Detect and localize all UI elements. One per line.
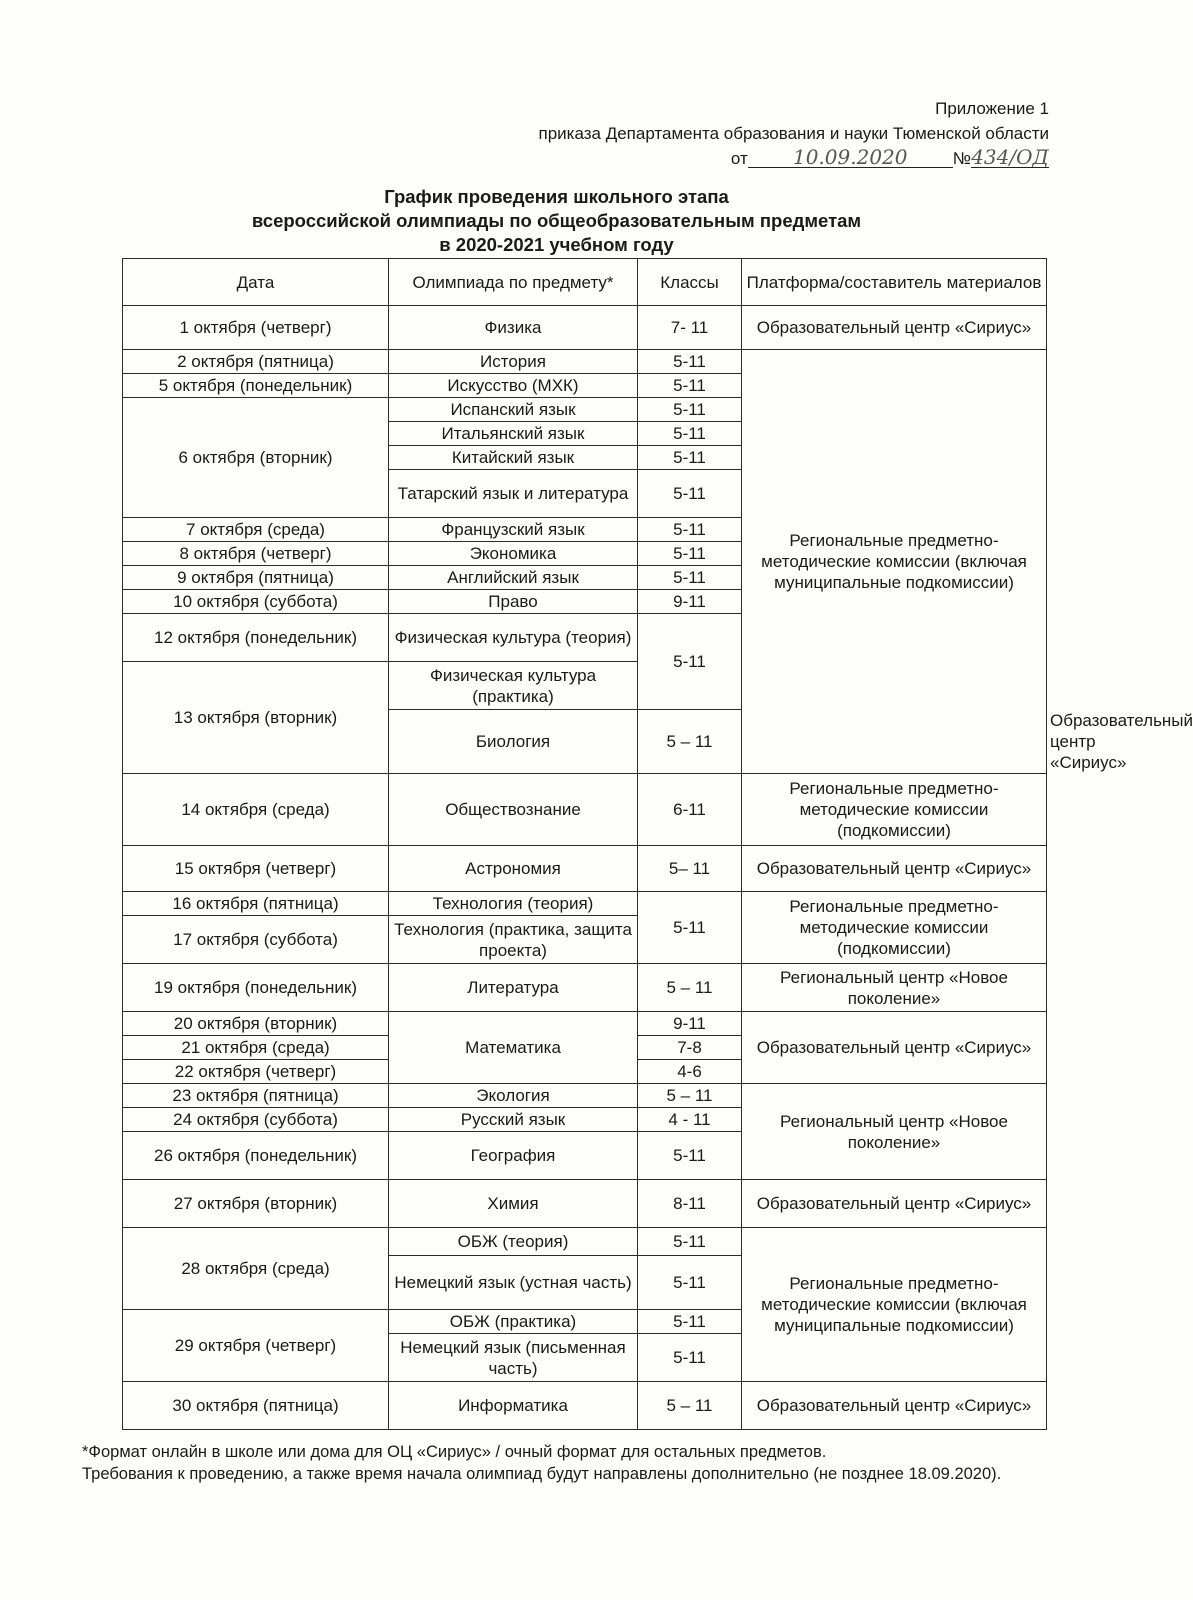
subject-cell: Математика xyxy=(389,1012,638,1084)
subject-cell: Биология xyxy=(389,710,638,774)
platform-cell: Региональные предметно-методические комиссии (включая муниципальные подкомиссии) xyxy=(742,350,1047,774)
subject-cell: Экономика xyxy=(389,542,638,566)
subject-cell: Немецкий язык (устная часть) xyxy=(389,1256,638,1310)
subject-cell: Обществознание xyxy=(389,774,638,846)
date-cell: 16 октября (пятница) xyxy=(123,892,389,916)
subject-cell: Физика xyxy=(389,306,638,350)
title-line-1: График проведения школьного этапа xyxy=(384,186,729,207)
grades-cell: 5-11 xyxy=(638,422,742,446)
grades-cell: 5-11 xyxy=(638,1228,742,1256)
date-cell: 22 октября (четверг) xyxy=(123,1060,389,1084)
subject-cell: Право xyxy=(389,590,638,614)
table-row xyxy=(123,350,1047,374)
subject-cell: Экология xyxy=(389,1084,638,1108)
table-row xyxy=(123,306,1047,350)
grades-cell: 5-11 xyxy=(638,614,742,710)
grades-cell: 5 – 11 xyxy=(638,964,742,1012)
header-platform: Платформа/составитель материалов xyxy=(742,259,1047,306)
platform-cell: Образовательный центр «Сириус» xyxy=(742,1382,1047,1430)
date-cell: 8 октября (четверг) xyxy=(123,542,389,566)
subject-cell: Французский язык xyxy=(389,518,638,542)
date-cell: 30 октября (пятница) xyxy=(123,1382,389,1430)
grades-cell: 5 – 11 xyxy=(638,710,742,774)
table-row xyxy=(123,892,1047,916)
table-row xyxy=(123,1180,1047,1228)
grades-cell: 5-11 xyxy=(638,566,742,590)
date-cell: 14 октября (среда) xyxy=(123,774,389,846)
platform-cell: Образовательный центр «Сириус» xyxy=(742,1180,1047,1228)
date-cell: 15 октября (четверг) xyxy=(123,846,389,892)
date-cell: 7 октября (среда) xyxy=(123,518,389,542)
order-number: 434/ОД xyxy=(971,145,1049,169)
subject-cell: Информатика xyxy=(389,1382,638,1430)
subject-cell: Астрономия xyxy=(389,846,638,892)
table-row xyxy=(123,774,1047,846)
subject-cell: Испанский язык xyxy=(389,398,638,422)
subject-cell: География xyxy=(389,1132,638,1180)
grades-cell: 5-11 xyxy=(638,446,742,470)
date-cell: 26 октября (понедельник) xyxy=(123,1132,389,1180)
subject-cell: Татарский язык и литература xyxy=(389,470,638,518)
header-date: Дата xyxy=(123,259,389,306)
date-cell: 20 октября (вторник) xyxy=(123,1012,389,1036)
subject-cell: Немецкий язык (письменная часть) xyxy=(389,1334,638,1382)
order-date-number xyxy=(539,146,1049,171)
footnote xyxy=(82,1441,1082,1485)
grades-cell: 5-11 xyxy=(638,542,742,566)
subject-cell: Технология (практика, защита проекта) xyxy=(389,916,638,964)
number-prefix: № xyxy=(952,149,971,168)
order-line: приказа Департамента образования и науки Тюменской области xyxy=(538,124,1049,143)
platform-cell: Региональные предметно-методические комиссии (подкомиссии) xyxy=(742,892,1047,964)
grades-cell: 7-8 xyxy=(638,1036,742,1060)
date-cell: 5 октября (понедельник) xyxy=(123,374,389,398)
date-cell: 27 октября (вторник) xyxy=(123,1180,389,1228)
date-cell: 21 октября (среда) xyxy=(123,1036,389,1060)
grades-cell: 6-11 xyxy=(638,774,742,846)
date-cell: 1 октября (четверг) xyxy=(123,306,389,350)
date-cell: 9 октября (пятница) xyxy=(123,566,389,590)
grades-cell: 5-11 xyxy=(638,1132,742,1180)
grades-cell: 5-11 xyxy=(638,350,742,374)
subject-cell: Русский язык xyxy=(389,1108,638,1132)
date-cell: 23 октября (пятница) xyxy=(123,1084,389,1108)
table-header-row xyxy=(123,259,1047,306)
date-cell: 19 октября (понедельник) xyxy=(123,964,389,1012)
title-line-2: всероссийской олимпиады по общеобразовательным предметам xyxy=(251,210,862,231)
date-cell: 6 октября (вторник) xyxy=(123,398,389,518)
title-line-3: в 2020-2021 учебном году xyxy=(439,234,674,255)
grades-cell: 5-11 xyxy=(638,1334,742,1382)
platform-cell: Региональные предметно-методические комиссии (включая муниципальные подкомиссии) xyxy=(742,1228,1047,1382)
subject-cell: Итальянский язык xyxy=(389,422,638,446)
document-title xyxy=(0,185,1113,257)
table-row xyxy=(123,1382,1047,1430)
grades-cell: 5-11 xyxy=(638,1310,742,1334)
schedule-table xyxy=(122,258,1193,1430)
subject-cell: Технология (теория) xyxy=(389,892,638,916)
date-cell: 2 октября (пятница) xyxy=(123,350,389,374)
table-row xyxy=(123,1012,1047,1036)
platform-cell: Региональные предметно-методические комиссии (подкомиссии) xyxy=(742,774,1047,846)
date-cell: 29 октября (четверг) xyxy=(123,1310,389,1382)
table-row xyxy=(123,964,1047,1012)
grades-cell: 4-6 xyxy=(638,1060,742,1084)
appendix-label: Приложение 1 xyxy=(935,99,1049,118)
grades-cell: 4 - 11 xyxy=(638,1108,742,1132)
subject-cell: Китайский язык xyxy=(389,446,638,470)
platform-cell: Региональный центр «Новое поколение» xyxy=(742,1084,1047,1180)
order-date: 10.09.2020 xyxy=(748,147,953,168)
table-row xyxy=(123,846,1047,892)
subject-cell: История xyxy=(389,350,638,374)
subject-cell: Физическая культура (практика) xyxy=(389,662,638,710)
footnote-line-2: Требования к проведению, а также время начала олимпиад будут направлены дополнительно (не позднее 18.09.2020). xyxy=(82,1465,1002,1483)
date-cell: 17 октября (суббота) xyxy=(123,916,389,964)
date-cell: 12 октября (понедельник) xyxy=(123,614,389,662)
grades-cell: 5 – 11 xyxy=(638,1084,742,1108)
subject-cell: ОБЖ (теория) xyxy=(389,1228,638,1256)
grades-cell: 5-11 xyxy=(638,518,742,542)
footnote-line-1: *Формат онлайн в школе или дома для ОЦ «Сириус» / очный формат для остальных предметов. xyxy=(82,1443,827,1461)
subject-cell: ОБЖ (практика) xyxy=(389,1310,638,1334)
platform-cell: Образовательный центр «Сириус» xyxy=(742,846,1047,892)
grades-cell: 5-11 xyxy=(638,398,742,422)
header-grades: Классы xyxy=(638,259,742,306)
subject-cell: Химия xyxy=(389,1180,638,1228)
grades-cell: 5-11 xyxy=(638,892,742,964)
platform-cell: Региональный центр «Новое поколение» xyxy=(742,964,1047,1012)
grades-cell: 5 – 11 xyxy=(638,1382,742,1430)
date-cell: 10 октября (суббота) xyxy=(123,590,389,614)
grades-cell: 5-11 xyxy=(638,374,742,398)
grades-cell: 8-11 xyxy=(638,1180,742,1228)
grades-cell: 9-11 xyxy=(638,590,742,614)
subject-cell: Физическая культура (теория) xyxy=(389,614,638,662)
grades-cell: 5-11 xyxy=(638,470,742,518)
date-cell: 28 октября (среда) xyxy=(123,1228,389,1310)
subject-cell: Литература xyxy=(389,964,638,1012)
header-olympiad: Олимпиада по предмету* xyxy=(389,259,638,306)
grades-cell: 5– 11 xyxy=(638,846,742,892)
table-row xyxy=(123,1228,1047,1256)
table-row: Биология 5 – 11 Образовательный центр «Сириус» xyxy=(123,710,1047,774)
platform-cell: Образовательный центр «Сириус» xyxy=(742,1012,1047,1084)
grades-cell: 5-11 xyxy=(638,1256,742,1310)
date-cell: 24 октября (суббота) xyxy=(123,1108,389,1132)
table-row xyxy=(123,1084,1047,1108)
date-cell: 13 октября (вторник) xyxy=(123,662,389,774)
appendix-header xyxy=(539,96,1049,171)
subject-cell: Искусство (МХК) xyxy=(389,374,638,398)
grades-cell: 9-11 xyxy=(638,1012,742,1036)
platform-cell: Образовательный центр «Сириус» xyxy=(742,306,1047,350)
subject-cell: Английский язык xyxy=(389,566,638,590)
grades-cell: 7- 11 xyxy=(638,306,742,350)
date-prefix: от xyxy=(730,149,748,168)
